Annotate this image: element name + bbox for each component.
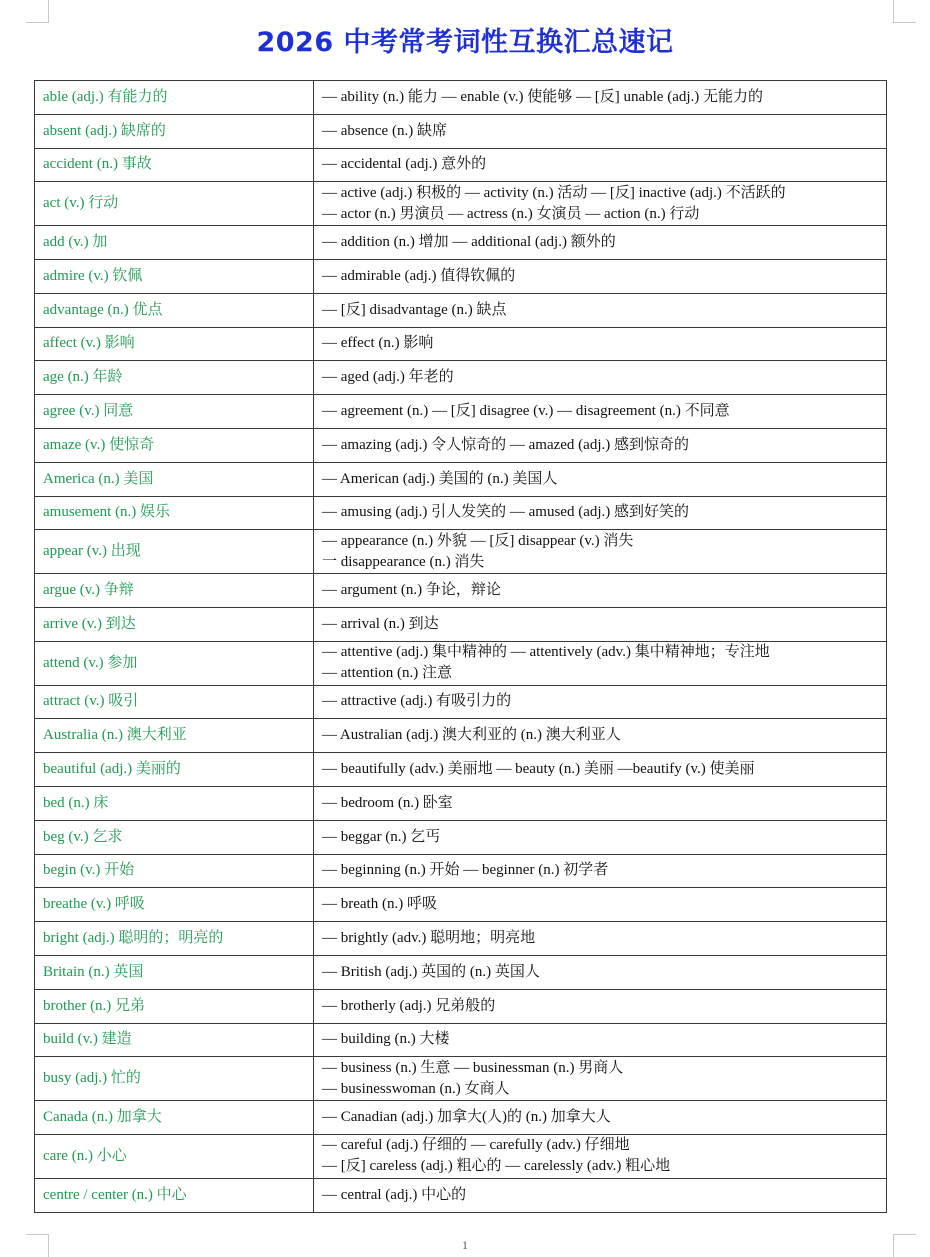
table-row (35, 1023, 887, 1057)
base-word-cell: Australia (n.) 澳大利亚 (35, 719, 314, 753)
derivatives-cell (314, 1023, 887, 1057)
derivatives-cell (314, 641, 887, 685)
base-word-cell: brother (n.) 兄弟 (35, 989, 314, 1023)
derivative-line: — beggar (n.) 乞丐 (322, 828, 441, 845)
table-row (35, 820, 887, 854)
base-word-cell: able (adj.) 有能力的 (35, 81, 314, 115)
derivatives-cell (314, 922, 887, 956)
derivative-line: — argument (n.) 争论，辩论 (322, 582, 501, 599)
table-row (35, 327, 887, 361)
table-row (35, 854, 887, 888)
table-row (35, 530, 887, 574)
base-word-cell: Britain (n.) 英国 (35, 955, 314, 989)
table-row (35, 1057, 887, 1101)
table-row (35, 786, 887, 820)
derivatives-cell (314, 259, 887, 293)
vocab-table (34, 80, 887, 1213)
table-row (35, 1178, 887, 1212)
derivative-line: — effect (n.) 影响 (322, 335, 434, 352)
derivative-line: — actor (n.) 男演员 — actress (n.) 女演员 — action (n.) 行动 (322, 205, 700, 222)
derivatives-cell (314, 786, 887, 820)
derivatives-cell (314, 685, 887, 719)
base-word-cell: absent (adj.) 缺席的 (35, 114, 314, 148)
base-word-cell: centre / center (n.) 中心 (35, 1178, 314, 1212)
derivative-line: — central (adj.) 中心的 (322, 1186, 467, 1203)
derivative-line: — [反] careless (adj.) 粗心的 — carelessly (adv.) 粗心地 (322, 1158, 671, 1175)
derivative-line: — beautifully (adv.) 美丽地 — beauty (n.) 美丽 —beautify (v.) 使美丽 (322, 761, 755, 778)
derivatives-cell (314, 462, 887, 496)
table-row (35, 753, 887, 787)
base-word-cell: begin (v.) 开始 (35, 854, 314, 888)
derivatives-cell (314, 182, 887, 226)
derivatives-cell (314, 753, 887, 787)
base-word-cell: advantage (n.) 优点 (35, 293, 314, 327)
derivative-line: — Canadian (adj.) 加拿大(人)的 (n.) 加拿大人 (322, 1109, 611, 1125)
derivative-line: — Australian (adj.) 澳大利亚的 (n.) 澳大利亚人 (322, 727, 621, 744)
derivative-line: — American (adj.) 美国的 (n.) 美国人 (322, 470, 558, 487)
derivatives-cell (314, 955, 887, 989)
derivative-line: — [反] disadvantage (n.) 缺点 (322, 301, 507, 318)
page-title: 2026 中考常考词性互换汇总速记 (256, 27, 674, 58)
derivatives-cell (314, 530, 887, 574)
base-word-cell: amusement (n.) 娱乐 (35, 496, 314, 530)
derivatives-cell (314, 989, 887, 1023)
table-row (35, 114, 887, 148)
derivative-line: — British (adj.) 英国的 (n.) 英国人 (322, 963, 540, 980)
derivatives-cell (314, 81, 887, 115)
derivatives-cell (314, 820, 887, 854)
derivative-line: — businesswoman (n.) 女商人 (322, 1080, 510, 1097)
derivative-line: — absence (n.) 缺席 (322, 122, 447, 139)
base-word-cell: argue (v.) 争辩 (35, 574, 314, 608)
derivatives-cell (314, 1057, 887, 1101)
derivatives-cell (314, 496, 887, 530)
derivative-line: — careful (adj.) 仔细的 — carefully (adv.) 仔细地 (322, 1137, 630, 1154)
derivatives-cell (314, 1134, 887, 1178)
base-word-cell: busy (adj.) 忙的 (35, 1057, 314, 1101)
base-word-cell: admire (v.) 钦佩 (35, 259, 314, 293)
derivatives-cell (314, 361, 887, 395)
base-word-cell: agree (v.) 同意 (35, 395, 314, 429)
table-row (35, 719, 887, 753)
derivative-line: — accidental (adj.) 意外的 (322, 156, 487, 173)
derivative-line: — addition (n.) 增加 — additional (adj.) 额外的 (322, 234, 616, 251)
derivative-line: — appearance (n.) 外貌 — [反] disappear (v.) 消失 (322, 532, 634, 549)
derivatives-cell (314, 1101, 887, 1135)
derivative-line: — beginning (n.) 开始 — beginner (n.) 初学者 (322, 862, 609, 879)
derivative-line: — brightly (adv.) 聪明地；明亮地 (322, 930, 536, 947)
derivatives-cell (314, 327, 887, 361)
base-word-cell: Canada (n.) 加拿大 (35, 1101, 314, 1135)
derivatives-cell (314, 888, 887, 922)
base-word-cell: beg (v.) 乞求 (35, 820, 314, 854)
base-word-cell: build (v.) 建造 (35, 1023, 314, 1057)
table-row (35, 395, 887, 429)
derivative-line: — attractive (adj.) 有吸引力的 (322, 693, 512, 710)
table-row (35, 1134, 887, 1178)
base-word-cell: add (v.) 加 (35, 226, 314, 260)
table-row (35, 922, 887, 956)
derivatives-cell (314, 226, 887, 260)
table-row (35, 361, 887, 395)
table-row (35, 1101, 887, 1135)
base-word-cell: accident (n.) 事故 (35, 148, 314, 182)
derivatives-cell (314, 114, 887, 148)
derivative-line: — agreement (n.) — [反] disagree (v.) — disagreement (n.) 不同意 (322, 403, 730, 420)
derivative-line: — arrival (n.) 到达 (322, 615, 439, 632)
derivative-line: — aged (adj.) 年老的 (322, 369, 454, 386)
derivatives-cell (314, 854, 887, 888)
table-row (35, 226, 887, 260)
base-word-cell: amaze (v.) 使惊奇 (35, 428, 314, 462)
derivative-line: — admirable (adj.) 值得钦佩的 (322, 267, 516, 284)
base-word-cell: appear (v.) 出现 (35, 530, 314, 574)
derivative-line: — building (n.) 大楼 (322, 1031, 450, 1048)
table-row (35, 989, 887, 1023)
derivative-line: — attentive (adj.) 集中精神的 — attentively (adv.) 集中精神地；专注地 (322, 644, 770, 661)
table-row (35, 574, 887, 608)
table-row (35, 428, 887, 462)
derivatives-cell (314, 607, 887, 641)
table-row (35, 182, 887, 226)
derivative-line: — attention (n.) 注意 (322, 665, 452, 682)
base-word-cell: attract (v.) 吸引 (35, 685, 314, 719)
table-row (35, 607, 887, 641)
vocab-table-body (35, 81, 887, 1213)
table-row (35, 259, 887, 293)
table-row (35, 955, 887, 989)
base-word-cell: attend (v.) 参加 (35, 641, 314, 685)
base-word-cell: breathe (v.) 呼吸 (35, 888, 314, 922)
derivative-line: — active (adj.) 积极的 — activity (n.) 活动 — [反] inactive (adj.) 不活跃的 (322, 184, 786, 201)
table-row (35, 462, 887, 496)
derivative-line: — bedroom (n.) 卧室 (322, 794, 453, 811)
base-word-cell: age (n.) 年龄 (35, 361, 314, 395)
base-word-cell: beautiful (adj.) 美丽的 (35, 753, 314, 787)
base-word-cell: bright (adj.) 聪明的；明亮的 (35, 922, 314, 956)
derivatives-cell (314, 1178, 887, 1212)
derivative-line: — breath (n.) 呼吸 (322, 896, 437, 913)
table-row (35, 888, 887, 922)
base-word-cell: bed (n.) 床 (35, 786, 314, 820)
derivatives-cell (314, 719, 887, 753)
derivative-line: 一 disappearance (n.) 消失 (322, 553, 485, 570)
table-row (35, 496, 887, 530)
base-word-cell: affect (v.) 影响 (35, 327, 314, 361)
derivative-line: — business (n.) 生意 — businessman (n.) 男商人 (322, 1059, 624, 1076)
table-row (35, 81, 887, 115)
derivatives-cell (314, 574, 887, 608)
derivative-line: — brotherly (adj.) 兄弟般的 (322, 997, 496, 1014)
table-row (35, 641, 887, 685)
base-word-cell: care (n.) 小心 (35, 1134, 314, 1178)
base-word-cell: America (n.) 美国 (35, 462, 314, 496)
base-word-cell: arrive (v.) 到达 (35, 607, 314, 641)
table-row (35, 293, 887, 327)
page-number: 1 (462, 1238, 468, 1252)
derivatives-cell (314, 148, 887, 182)
derivatives-cell (314, 428, 887, 462)
base-word-cell: act (v.) 行动 (35, 182, 314, 226)
table-row (35, 685, 887, 719)
table-row (35, 148, 887, 182)
derivative-line: — ability (n.) 能力 — enable (v.) 使能够 — [反] unable (adj.) 无能力的 (322, 88, 764, 105)
derivative-line: — amusing (adj.) 引人发笑的 — amused (adj.) 感到好笑的 (322, 504, 690, 521)
derivatives-cell (314, 293, 887, 327)
derivative-line: — amazing (adj.) 令人惊奇的 — amazed (adj.) 感到惊奇的 (322, 436, 689, 453)
derivatives-cell (314, 395, 887, 429)
